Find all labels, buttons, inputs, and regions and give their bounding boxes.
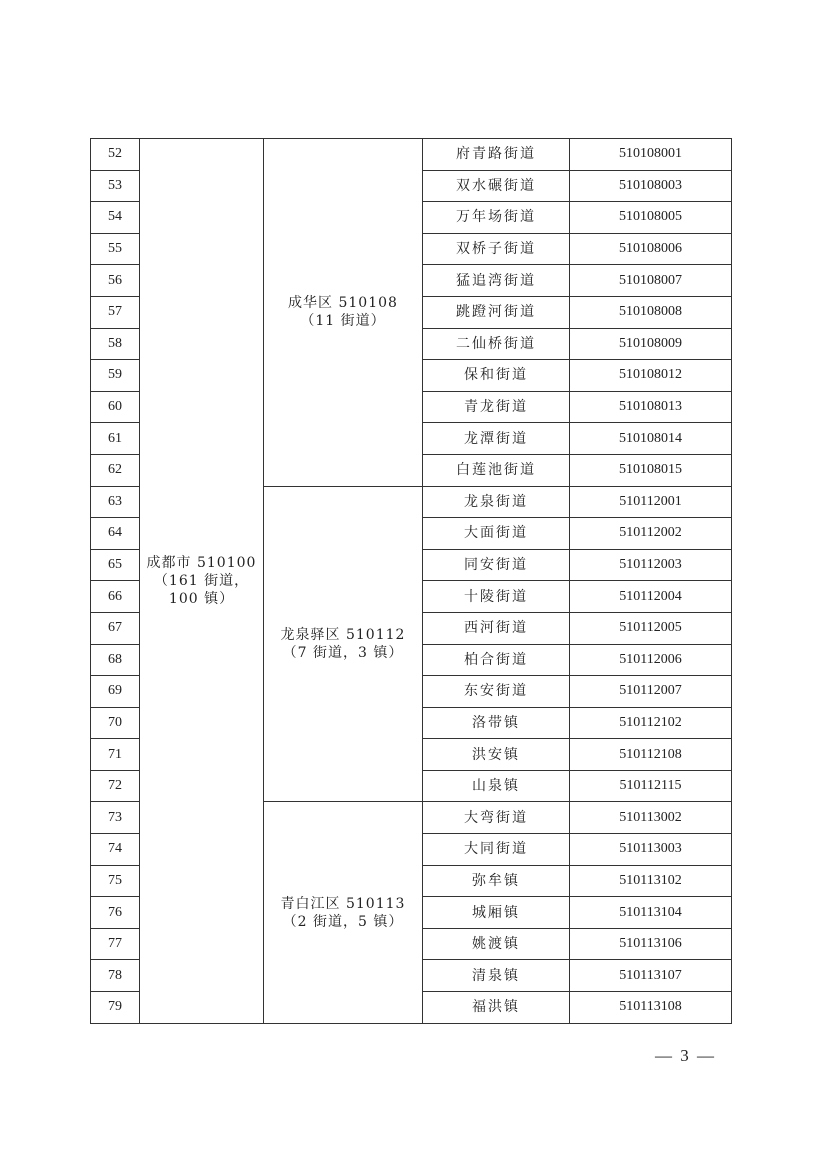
division-code: 510108013 <box>570 391 732 423</box>
division-code: 510112007 <box>570 676 732 708</box>
subdistrict-name: 西河街道 <box>423 612 570 644</box>
city-line1: 成都市 510100 <box>146 554 257 571</box>
subdistrict-name: 万年场街道 <box>423 202 570 234</box>
subdistrict-name: 十陵街道 <box>423 581 570 613</box>
row-number: 57 <box>91 296 140 328</box>
division-code: 510113107 <box>570 960 732 992</box>
division-code: 510113002 <box>570 802 732 834</box>
subdistrict-name: 福洪镇 <box>423 992 570 1024</box>
subdistrict-name: 大弯街道 <box>423 802 570 834</box>
subdistrict-name: 姚渡镇 <box>423 928 570 960</box>
row-number: 74 <box>91 834 140 866</box>
division-code: 510113108 <box>570 992 732 1024</box>
district-line2: （11 街道） <box>300 313 386 330</box>
row-number: 72 <box>91 770 140 802</box>
subdistrict-name: 跳蹬河街道 <box>423 296 570 328</box>
row-number: 76 <box>91 897 140 929</box>
division-code: 510108008 <box>570 296 732 328</box>
subdistrict-name: 城厢镇 <box>423 897 570 929</box>
division-code: 510113003 <box>570 834 732 866</box>
subdistrict-name: 大面街道 <box>423 518 570 550</box>
division-code: 510112006 <box>570 644 732 676</box>
division-code: 510112005 <box>570 612 732 644</box>
division-code: 510108003 <box>570 170 732 202</box>
subdistrict-name: 洪安镇 <box>423 739 570 771</box>
subdistrict-name: 同安街道 <box>423 549 570 581</box>
district-line2: （2 街道，5 镇） <box>282 913 404 930</box>
subdistrict-name: 龙潭街道 <box>423 423 570 455</box>
row-number: 59 <box>91 360 140 392</box>
district-cell <box>264 802 423 1023</box>
division-code: 510113102 <box>570 865 732 897</box>
division-code: 510113106 <box>570 928 732 960</box>
division-code: 510112115 <box>570 770 732 802</box>
row-number: 60 <box>91 391 140 423</box>
division-code: 510108014 <box>570 423 732 455</box>
division-code: 510108012 <box>570 360 732 392</box>
city-cell <box>140 139 264 1024</box>
city-line2: （161 街道， <box>153 572 250 589</box>
row-number: 63 <box>91 486 140 518</box>
row-number: 68 <box>91 644 140 676</box>
row-number: 53 <box>91 170 140 202</box>
subdistrict-name: 双水碾街道 <box>423 170 570 202</box>
district-cell <box>264 139 423 487</box>
subdistrict-name: 弥牟镇 <box>423 865 570 897</box>
division-code: 510108009 <box>570 328 732 360</box>
subdistrict-name: 双桥子街道 <box>423 233 570 265</box>
table-body <box>91 139 732 1024</box>
row-number: 75 <box>91 865 140 897</box>
division-code: 510108007 <box>570 265 732 297</box>
row-number: 78 <box>91 960 140 992</box>
row-number: 70 <box>91 707 140 739</box>
row-number: 62 <box>91 454 140 486</box>
row-number: 67 <box>91 612 140 644</box>
division-code: 510112102 <box>570 707 732 739</box>
subdistrict-name: 保和街道 <box>423 360 570 392</box>
row-number: 64 <box>91 518 140 550</box>
division-code: 510112004 <box>570 581 732 613</box>
division-code: 510108015 <box>570 454 732 486</box>
division-code: 510112001 <box>570 486 732 518</box>
row-number: 73 <box>91 802 140 834</box>
row-number: 54 <box>91 202 140 234</box>
subdistrict-name: 东安街道 <box>423 676 570 708</box>
subdistrict-name: 白莲池街道 <box>423 454 570 486</box>
row-number: 69 <box>91 676 140 708</box>
division-code: 510112003 <box>570 549 732 581</box>
row-number: 65 <box>91 549 140 581</box>
district-line2: （7 街道，3 镇） <box>282 645 404 661</box>
subdistrict-name: 洛带镇 <box>423 707 570 739</box>
subdistrict-name: 清泉镇 <box>423 960 570 992</box>
subdistrict-name: 柏合街道 <box>423 644 570 676</box>
row-number: 79 <box>91 992 140 1024</box>
division-code: 510108005 <box>570 202 732 234</box>
district-line1: 成华区 510108 <box>288 295 398 312</box>
division-code: 510108001 <box>570 139 732 171</box>
row-number: 77 <box>91 928 140 960</box>
page-number: — 3 — <box>655 1046 716 1065</box>
row-number: 55 <box>91 233 140 265</box>
division-code: 510112002 <box>570 518 732 550</box>
row-number: 52 <box>91 139 140 171</box>
subdistrict-name: 猛追湾街道 <box>423 265 570 297</box>
subdistrict-name: 青龙街道 <box>423 391 570 423</box>
table-row <box>91 139 732 171</box>
row-number: 61 <box>91 423 140 455</box>
subdistrict-name: 府青路街道 <box>423 139 570 171</box>
subdistrict-name: 大同街道 <box>423 834 570 866</box>
row-number: 66 <box>91 581 140 613</box>
row-number: 71 <box>91 739 140 771</box>
subdistrict-name: 山泉镇 <box>423 770 570 802</box>
division-code: 510113104 <box>570 897 732 929</box>
row-number: 56 <box>91 265 140 297</box>
district-line1: 青白江区 510113 <box>280 895 406 912</box>
subdistrict-name: 二仙桥街道 <box>423 328 570 360</box>
subdistrict-name: 龙泉街道 <box>423 486 570 518</box>
division-code-table <box>90 138 732 1024</box>
division-code: 510108006 <box>570 233 732 265</box>
district-cell <box>264 486 423 802</box>
division-code: 510112108 <box>570 739 732 771</box>
district-line1: 龙泉驿区 510112 <box>280 627 406 643</box>
row-number: 58 <box>91 328 140 360</box>
city-line3: 100 镇） <box>168 590 235 607</box>
